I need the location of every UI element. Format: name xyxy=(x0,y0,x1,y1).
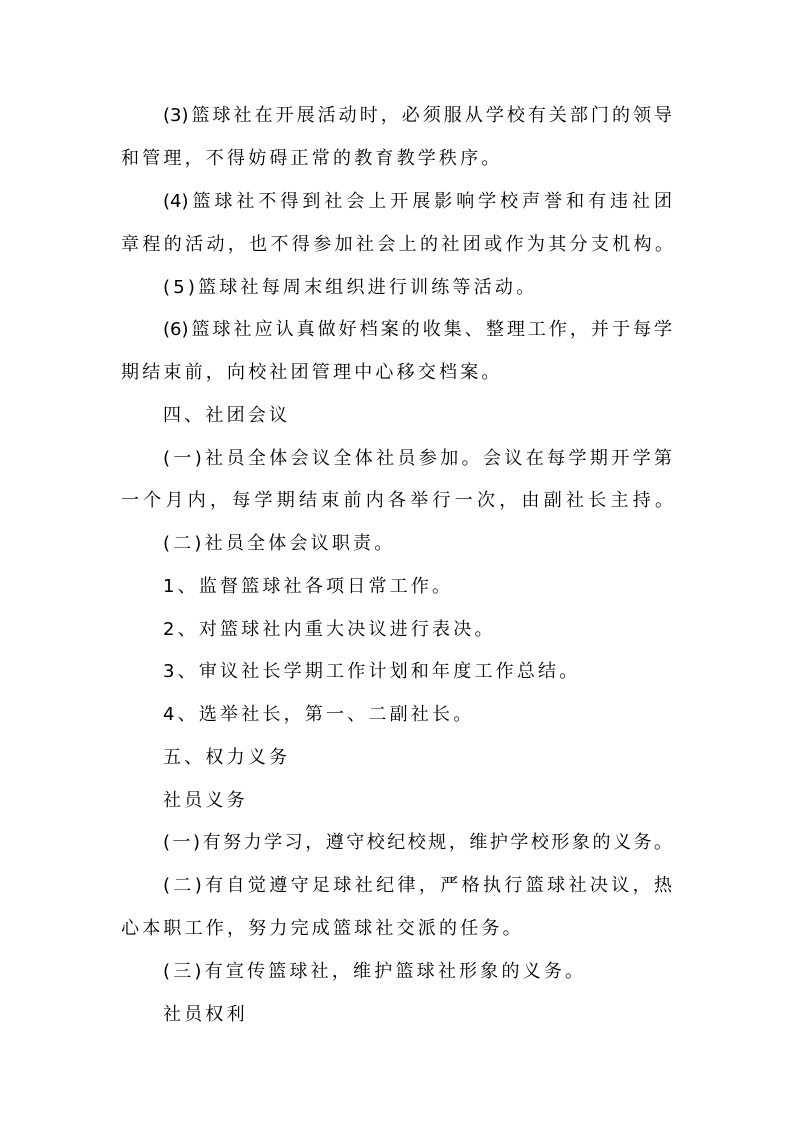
member-duty-2-line-1: (二)有自觉遵守足球社纪律，严格执行篮球社决议，热 xyxy=(163,875,672,896)
paragraph-6-line-2: 期结束前，向校社团管理中心移交档案。 xyxy=(121,362,503,383)
member-duty-2-line-2: 心本职工作，努力完成篮球社交派的任务。 xyxy=(121,918,524,939)
duty-item-2: 2、对篮球社内重大决议进行表决。 xyxy=(163,619,496,640)
duty-item-3: 3、审议社长学期工作计划和年度工作总结。 xyxy=(163,661,581,682)
paragraph-4-line-1: (4)篮球社不得到社会上开展影响学校声誉和有违社团 xyxy=(163,191,672,212)
section-heading-rights-duties: 五、权力义务 xyxy=(163,747,291,768)
member-duty-3: (三)有宣传篮球社，维护篮球社形象的义务。 xyxy=(163,961,587,982)
subheading-member-duties: 社员义务 xyxy=(163,790,248,811)
paragraph-6-line-1: (6)篮球社应认真做好档案的收集、整理工作，并于每学 xyxy=(163,319,672,340)
duty-item-4: 4、选举社长，第一、二副社长。 xyxy=(163,704,475,725)
section-heading-meetings: 四、社团会议 xyxy=(163,405,291,426)
paragraph-3-line-1: (3)篮球社在开展活动时，必须服从学校有关部门的领导 xyxy=(163,105,672,126)
member-duty-1: (一)有努力学习，遵守校纪校规，维护学校形象的义务。 xyxy=(163,832,672,853)
paragraph-3-line-2: 和管理，不得妨碍正常的教育教学秩序。 xyxy=(121,148,503,169)
meeting-item-1-line-2: 一个月内，每学期结束前内各举行一次，由副社长主持。 xyxy=(121,490,673,511)
duty-item-1: 1、监督篮球社各项日常工作。 xyxy=(163,576,454,597)
meeting-item-1-line-1: (一)社员全体会议全体社员参加。会议在每学期开学第 xyxy=(163,448,672,469)
subheading-member-rights: 社员权利 xyxy=(163,1004,248,1025)
meeting-item-2: (二)社员全体会议职责。 xyxy=(163,533,396,554)
paragraph-5: (5)篮球社每周末组织进行训练等活动。 xyxy=(163,277,538,298)
paragraph-4-line-2: 章程的活动，也不得参加社会上的社团或作为其分支机构。 xyxy=(121,234,673,255)
